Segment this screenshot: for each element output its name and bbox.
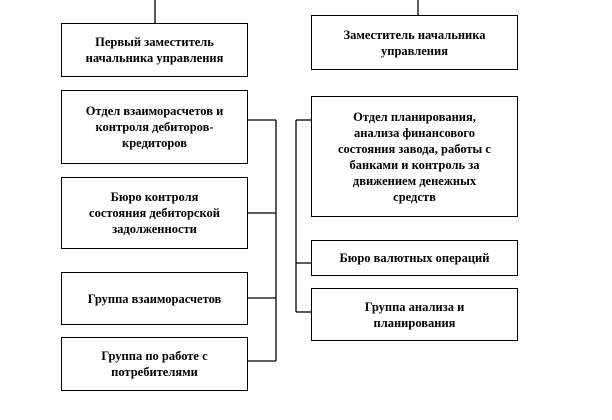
- box-line: Бюро контроля: [110, 190, 199, 204]
- box-line: Отдел взаиморасчетов и: [85, 104, 224, 118]
- box-line: Группа анализа и: [364, 299, 465, 314]
- box-line: анализа финансового: [354, 125, 475, 140]
- deputy-head-box: [311, 15, 518, 70]
- box-line: Бюро валютных операций: [339, 251, 490, 265]
- box-line: контроля дебиторов-: [95, 120, 214, 134]
- box-line: средств: [393, 189, 436, 204]
- analysis-planning-group-box: [311, 288, 518, 341]
- box-line: Заместитель начальника: [343, 27, 486, 42]
- box-line: Первый заместитель: [95, 35, 214, 49]
- box-line: банками и контроль за: [349, 157, 480, 172]
- box-line: кредиторов: [122, 136, 187, 150]
- receivables-control-bureau-box: [61, 177, 248, 249]
- box-line: движением денежных: [352, 173, 477, 188]
- first-deputy-head-box: [61, 23, 248, 77]
- box-line: управления: [381, 43, 448, 58]
- box-line: планирования: [373, 315, 456, 330]
- planning-analysis-dept-box: [311, 96, 518, 217]
- box-line: потребителями: [111, 365, 198, 379]
- box-line: Группа взаиморасчетов: [87, 291, 222, 306]
- box-line: задолженности: [112, 222, 197, 236]
- box-line: Отдел планирования,: [353, 109, 476, 124]
- box-line: состояния дебиторской: [89, 206, 220, 220]
- consumer-work-group-box: [61, 337, 248, 391]
- box-line: состояния завода, работы с: [338, 141, 491, 156]
- settlements-control-dept-box: [61, 90, 248, 164]
- settlements-group-box: [61, 272, 248, 325]
- box-line: начальника управления: [85, 51, 224, 65]
- currency-operations-bureau-box: [311, 240, 518, 276]
- box-line: Группа по работе с: [101, 349, 208, 363]
